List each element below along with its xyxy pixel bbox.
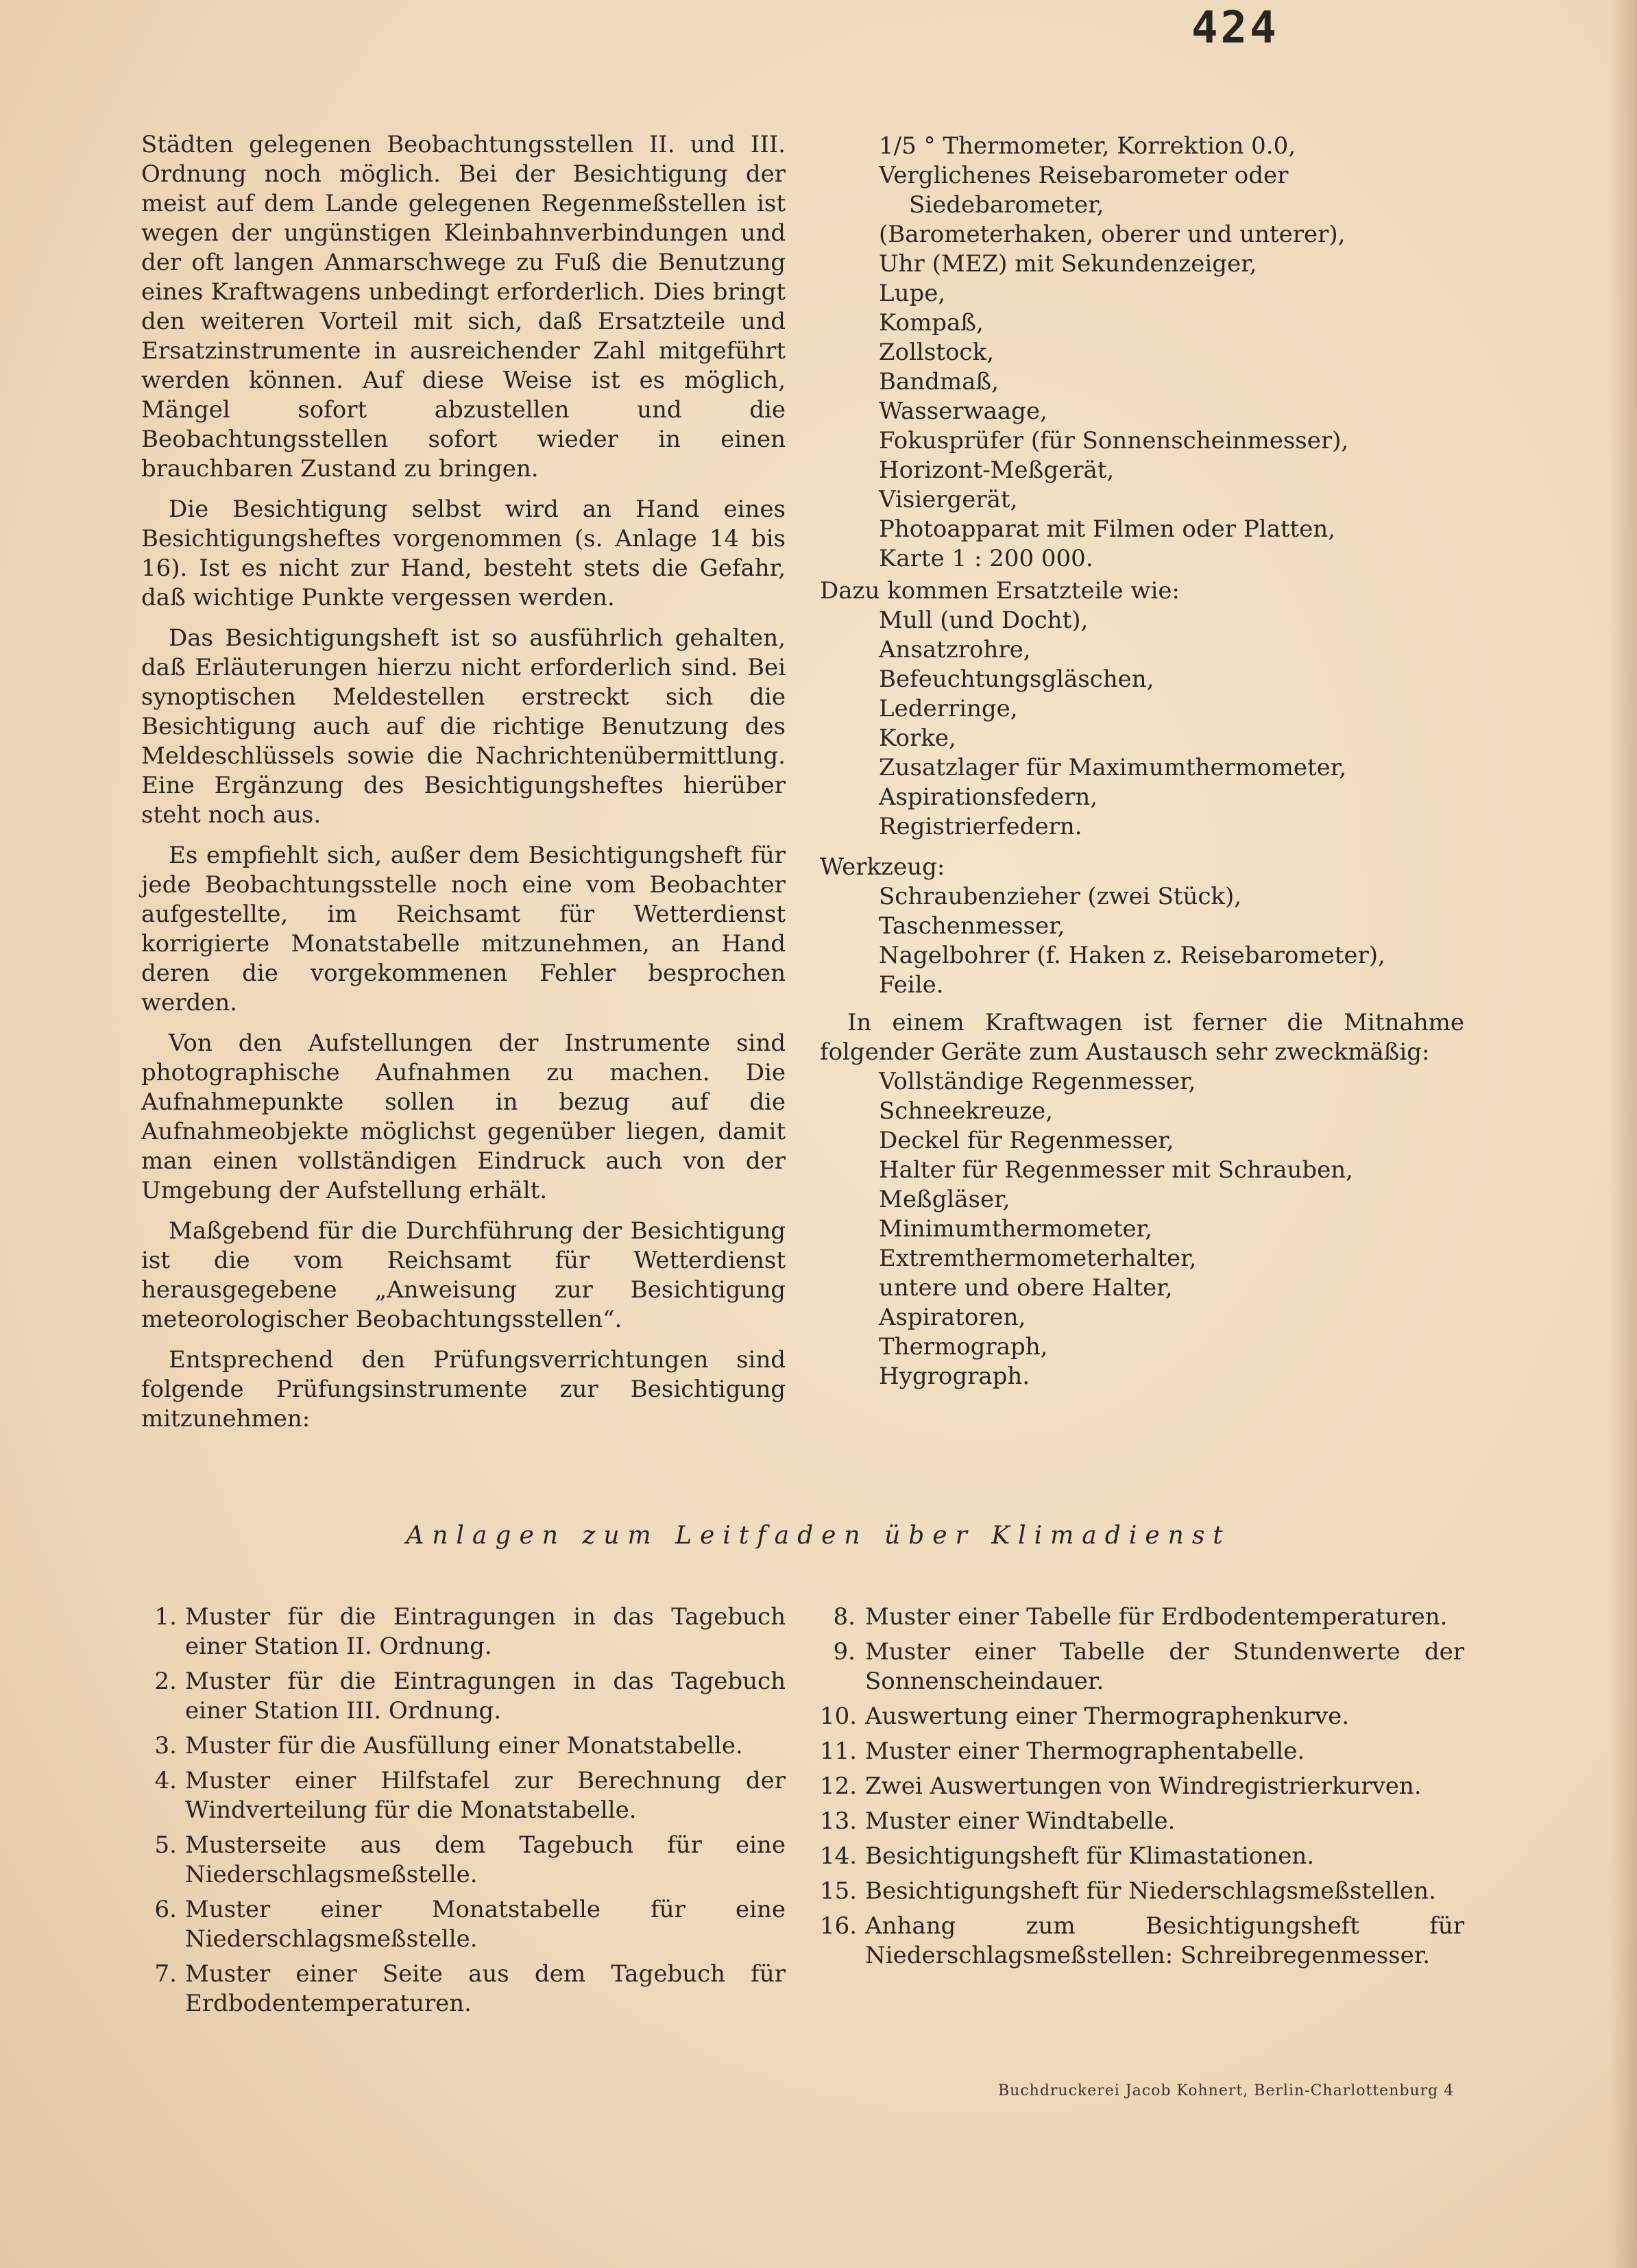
- appendix-item: [141, 1895, 786, 1954]
- appendix-item-text: Muster einer Hilfstafel zur Berechnung der Windverteilung für die Monatstabelle.: [185, 1767, 786, 1824]
- tools-heading: Werkzeug:: [820, 853, 945, 881]
- page-number: 424: [1191, 3, 1279, 53]
- appendix-item: [820, 1637, 1464, 1696]
- appendix-item: [141, 1766, 786, 1825]
- appendix-item-text: Muster für die Ausfüllung einer Monatstabelle.: [185, 1732, 743, 1759]
- appendix-item-text: Muster einer Monatstabelle für eine Niederschlagsmeßstelle.: [185, 1896, 786, 1953]
- paragraph: Entsprechend den Prüfungsverrichtungen sind folgende Prüfungsinstrumente zur Besichtigung mitzunehmen:: [141, 1346, 786, 1432]
- appendix-item-text: Muster einer Thermographentabelle.: [865, 1737, 1305, 1765]
- instrument-item: Fokusprüfer (für Sonnenscheinmesser),: [879, 427, 1349, 454]
- exchange-item: Minimumthermometer,: [879, 1215, 1152, 1243]
- exchange-item: Thermograph,: [879, 1333, 1048, 1361]
- instrument-item: Karte 1 : 200 000.: [879, 545, 1093, 572]
- appendix-item-number: 6.: [154, 1896, 177, 1923]
- paragraph: Städten gelegenen Beobachtungsstellen II. und III. Ordnung noch möglich. Bei der Besichtigung der meist auf dem Lande gelegenen Regenmeßstellen ist wegen der ungünstigen Kleinbahnverbindungen und der oft langen Anmarschwege zu Fuß die Benutzung eines Kraftwagens unbedingt erforderlich. Dies bringt den weiteren Vorteil mit sich, daß Ersatzteile und Ersatzinstrumente in ausreichender Zahl mitgeführt werden können. Auf diese Weise ist es möglich, Mängel sofort abzustellen und die Beobachtungsstellen sofort wieder in einen brauchbaren Zustand zu bringen.: [141, 131, 786, 483]
- spare-part-item: Lederringe,: [879, 695, 1018, 722]
- appendix-item-number: 16.: [820, 1912, 858, 1940]
- exchange-item: Deckel für Regenmesser,: [879, 1127, 1174, 1154]
- appendix-item-number: 11.: [820, 1737, 858, 1765]
- instrument-item: Lupe,: [879, 280, 946, 307]
- appendix-item-text: Muster einer Tabelle für Erdbodentemperaturen.: [865, 1603, 1448, 1631]
- tool-item: Schraubenzieher (zwei Stück),: [879, 883, 1242, 910]
- instrument-item: Kompaß,: [879, 309, 984, 337]
- instrument-item: Visiergerät,: [879, 486, 1018, 513]
- page-edge-shadow: [1610, 0, 1637, 2268]
- appendix-item-number: 15.: [820, 1877, 858, 1905]
- instrument-item: Uhr (MEZ) mit Sekundenzeiger,: [879, 250, 1257, 278]
- appendix-item-number: 2.: [154, 1668, 177, 1695]
- instrument-item: Wasserwaage,: [879, 398, 1047, 425]
- right-text-column: [820, 132, 1464, 1391]
- appendix-item: [820, 1702, 1464, 1731]
- appendix-item-number: 13.: [820, 1807, 858, 1835]
- exchange-paragraph: In einem Kraftwagen ist ferner die Mitnahme folgender Geräte zum Austausch sehr zweckmäßig:: [820, 1009, 1464, 1066]
- appendix-item: [141, 1731, 786, 1761]
- spare-part-item: Mull (und Docht),: [879, 607, 1089, 634]
- instrument-item: Verglichenes Reisebarometer oder: [879, 162, 1289, 189]
- appendix-item: [141, 1831, 786, 1890]
- exchange-item: Extremthermometerhalter,: [879, 1245, 1197, 1272]
- tool-item: Feile.: [879, 971, 944, 999]
- paragraph: Maßgebend für die Durchführung der Besichtigung ist die vom Reichsamt für Wetterdienst herausgegebene „Anweisung zur Besichtigung meteorologischer Beobachtungsstellen“.: [141, 1217, 786, 1333]
- appendix-list-left: [141, 1602, 786, 2024]
- tool-item: Taschenmesser,: [879, 912, 1065, 940]
- paragraph: Die Besichtigung selbst wird an Hand eines Besichtigungsheftes vorgenommen (s. Anlage 14 bis 16). Ist es nicht zur Hand, besteht stets die Gefahr, daß wichtige Punkte vergessen werden.: [141, 496, 786, 611]
- instrument-item: 1/5 ° Thermometer, Korrektion 0.0,: [879, 132, 1296, 160]
- instrument-item: Bandmaß,: [879, 368, 999, 395]
- exchange-item: Meßgläser,: [879, 1186, 1010, 1213]
- appendix-item-number: 9.: [833, 1638, 856, 1666]
- appendix-item-number: 1.: [154, 1603, 177, 1631]
- instrument-item: Horizont-Meßgerät,: [879, 456, 1115, 484]
- appendix-title: Anlagen zum Leitfaden über Klimadienst: [406, 1522, 1231, 1550]
- appendix-item-text: Musterseite aus dem Tagebuch für eine Niederschlagsmeßstelle.: [185, 1831, 786, 1888]
- paragraph: Das Besichtigungsheft ist so ausführlich gehalten, daß Erläuterungen hierzu nicht erforderlich sind. Bei synoptischen Meldestellen erstreckt sich die Besichtigung auch auf die richtige Benutzung des Meldeschlüssels sowie die Nachrichtenübermittlung. Eine Ergänzung des Besichtigungsheftes hierüber steht noch aus.: [141, 624, 786, 829]
- appendix-item: [820, 1807, 1464, 1836]
- exchange-item: Hygrograph.: [879, 1363, 1030, 1390]
- spare-part-item: Zusatzlager für Maximumthermometer,: [879, 754, 1347, 781]
- instrument-item: Zollstock,: [879, 339, 994, 366]
- spare-parts-list: [820, 606, 1464, 842]
- left-text-column: [141, 130, 786, 1445]
- exchange-item: Vollständige Regenmesser,: [879, 1068, 1196, 1095]
- tool-item: Nagelbohrer (f. Haken z. Reisebarometer),: [879, 942, 1385, 969]
- instrument-item: (Barometerhaken, oberer und unterer),: [879, 221, 1346, 248]
- appendix-item: [141, 1960, 786, 2019]
- spare-parts-heading: Dazu kommen Ersatzteile wie:: [820, 577, 1180, 605]
- instrument-item: Photoapparat mit Filmen oder Platten,: [879, 515, 1336, 543]
- appendix-item-number: 5.: [154, 1831, 177, 1859]
- appendix-item: [820, 1602, 1464, 1632]
- spare-part-item: Aspirationsfedern,: [879, 783, 1098, 811]
- appendix-item-text: Zwei Auswertungen von Windregistrierkurven.: [865, 1772, 1422, 1800]
- appendix-item-text: Besichtigungsheft für Niederschlagsmeßstellen.: [865, 1877, 1436, 1905]
- exchange-item: Aspiratoren,: [879, 1304, 1026, 1331]
- appendix-list-right: [820, 1602, 1464, 1976]
- appendix-item: [141, 1667, 786, 1726]
- spare-part-item: Korke,: [879, 724, 956, 752]
- appendix-item-number: 3.: [154, 1732, 177, 1759]
- appendix-item: [820, 1877, 1464, 1906]
- appendix-item-number: 12.: [820, 1772, 858, 1800]
- appendix-item-text: Muster einer Windtabelle.: [865, 1807, 1176, 1835]
- appendix-item: [820, 1912, 1464, 1971]
- appendix-item-text: Muster einer Seite aus dem Tagebuch für Erdbodentemperaturen.: [185, 1960, 786, 2017]
- spare-part-item: Ansatzrohre,: [879, 636, 1031, 663]
- exchange-item: Schneekreuze,: [879, 1097, 1054, 1125]
- exchange-item: untere und obere Halter,: [879, 1274, 1173, 1302]
- appendix-item-text: Anhang zum Besichtigungsheft für Niederschlagsmeßstellen: Schreibregenmesser.: [865, 1912, 1464, 1969]
- appendix-item-text: Auswertung einer Thermographenkurve.: [865, 1703, 1349, 1730]
- paragraph: Es empfiehlt sich, außer dem Besichtigungsheft für jede Beobachtungsstelle noch eine vom Beobachter aufgestellte, im Reichsamt für Wetterdienst korrigierte Monatstabelle mitzunehmen, an Hand deren die vorgekommenen Fehler besprochen werden.: [141, 842, 786, 1016]
- appendix-item-text: Muster einer Tabelle der Stundenwerte der Sonnenscheindauer.: [865, 1638, 1464, 1695]
- appendix-item: [820, 1842, 1464, 1871]
- paragraph: Von den Aufstellungen der Instrumente sind photographische Aufnahmen zu machen. Die Aufnahmepunkte sollen in bezug auf die Aufnahmeobjekte möglichst gegenüber liegen, damit man einen vollständigen Eindruck auch von der Umgebung der Aufstellung erhält.: [141, 1029, 786, 1204]
- appendix-item: [141, 1602, 786, 1661]
- appendix-item-text: Muster für die Eintragungen in das Tagebuch einer Station II. Ordnung.: [185, 1603, 786, 1660]
- tools-list: [820, 882, 1464, 1000]
- appendix-item-number: 8.: [833, 1603, 856, 1631]
- appendix-item: [820, 1772, 1464, 1801]
- appendix-item-number: 7.: [154, 1960, 177, 1988]
- spare-part-item: Registrierfedern.: [879, 813, 1082, 840]
- exchange-list: [820, 1067, 1464, 1391]
- printer-imprint: Buchdruckerei Jacob Kohnert, Berlin-Charlottenburg 4: [998, 2082, 1455, 2099]
- appendix-item-number: 14.: [820, 1842, 858, 1870]
- exchange-item: Halter für Regenmesser mit Schrauben,: [879, 1156, 1353, 1184]
- appendix-item-number: 10.: [820, 1703, 858, 1730]
- instrument-item: Siedebarometer,: [909, 191, 1104, 219]
- appendix-item-text: Besichtigungsheft für Klimastationen.: [865, 1842, 1315, 1870]
- spare-part-item: Befeuchtungsgläschen,: [879, 666, 1154, 693]
- appendix-item: [820, 1737, 1464, 1766]
- appendix-item-text: Muster für die Eintragungen in das Tagebuch einer Station III. Ordnung.: [185, 1668, 786, 1724]
- instrument-list: [820, 132, 1464, 574]
- appendix-item-number: 4.: [154, 1767, 177, 1794]
